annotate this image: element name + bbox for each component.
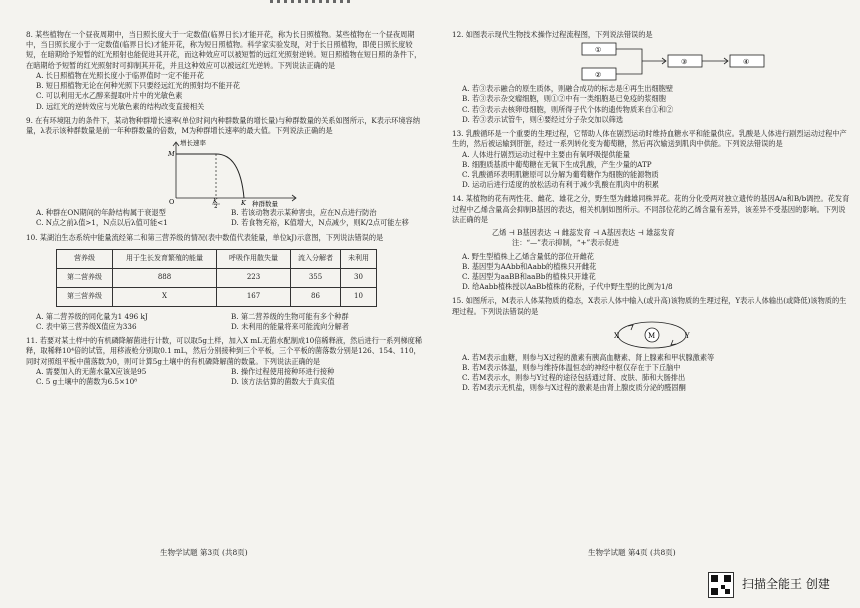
question-stem: 11. 若要对某土样中的有机磷降解菌进行计数，可以取5g土样，加入X mL无菌水配制成10倍稀释液，然后进行一系列梯度稀释，取稀释10⁴倍的试管，用移液枪分别取0.1 mL，然后分别接种到三个平板，三个平板的菌落数分别是126、154、110，同时对照组平板中菌落数为0，则可计算5g土壤中的有机磷降解菌的数量。下列说法正确的是 (26, 336, 423, 366)
option-d: D. 未利用的能量将来可能流向分解者 (231, 321, 349, 331)
question-8 (26, 30, 426, 112)
scanner-badge: 扫描全能王 创建 (742, 577, 830, 591)
table-cell: 86 (291, 287, 341, 306)
option-a: A. 需要加入的无菌水量X应该是95 (36, 366, 147, 376)
question-stem: 9. 在有环境阻力的条件下，某动物种群增长速率(单位时间内种群数量的增长量)与种群数量的关系如图所示，K表示环境容纳量，λ表示该种群数量是前一年种群数量的倍数，M为种群增长速率的最大值。下列说法正确的是 (26, 115, 420, 135)
table-row (57, 287, 377, 306)
option-b: B. 操作过程使用接种环进行接种 (231, 366, 335, 376)
table-header: 未利用 (341, 249, 377, 268)
y-label: Y (685, 331, 690, 340)
option-d: D. 运动后进行适度的放松活动有利于减少乳酸在肌肉中的积累 (462, 180, 659, 190)
option-c: C. 可以利用无水乙醇来提取叶片中的光敏色素 (36, 91, 183, 101)
table-cell: 第二营养级 (57, 268, 113, 287)
y-axis-label: 增长速率 (180, 139, 206, 148)
question-12 (452, 30, 852, 125)
left-column (26, 30, 426, 391)
option-d: D. 远红光的逆转效应与光敏色素的结构改变直接相关 (36, 101, 205, 111)
diagram-note: 注：“—”表示抑制，“+”表示促进 (512, 238, 619, 248)
option-a: A. 种群在ON期间的年龄结构属于衰退型 (36, 208, 166, 218)
option-d: D. 若食物充裕，K值增大，N点减少，则K/2点可能左移 (231, 218, 409, 228)
node-1: ① (595, 46, 602, 55)
table-cell: 888 (113, 268, 217, 287)
question-13 (452, 129, 852, 190)
table-cell: 223 (217, 268, 291, 287)
option-b: B. 细胞质基质中葡萄糖在无氧下生成乳酸，产生少量的ATP (462, 159, 652, 169)
question-11 (26, 336, 426, 387)
qr-code-icon (708, 572, 734, 598)
option-c: C. N点之前λ值>1，N点以后λ值可能<1 (36, 218, 168, 228)
x-label: X (614, 331, 619, 340)
question-stem: 14. 某植物的花有两性花、雌花、雄花之分，野生型为雌雄同株异花。花的分化受两对独立遗传的基因A/a和B/b调控。花发育过程中乙烯含量高会抑制B基因的表达，相关机制如图所示。不同部位花的乙烯含量有差异，该差异不受基因的影响。下列说法正确的是 (452, 194, 850, 224)
page-footer-left: 生物学试题 第3页 (共8页) (160, 548, 248, 557)
regulation-chain: 乙烯 ⊣ B基因表达 ⊣ 雌蕊发育 ⊣ A基因表达 ⊣ 雄蕊发育 (492, 228, 675, 238)
page-footer-right: 生物学试题 第4页 (共8页) (588, 548, 676, 557)
table-cell: 355 (291, 268, 341, 287)
origin-label: O (169, 198, 175, 207)
option-b: B. 第二营养级的生物可能有多个种群 (231, 311, 349, 321)
k-label: K (241, 199, 246, 208)
option-a: A. 若③表示融合的原生质体，则融合成功的标志是④再生出细胞壁 (462, 84, 674, 94)
option-b: B. 短日照植物无论在何种光照下只要经远红光的照射均不能开花 (36, 81, 240, 91)
option-d: D. 给Aabb植株授以AaBb植株的花粉，子代中野生型的比例为1/8 (462, 282, 673, 292)
question-9 (26, 116, 426, 229)
m-label: M (648, 331, 656, 340)
option-a: A. 长日照植物在光照长度小于临界值时一定不能开花 (36, 70, 204, 80)
option-c: C. 乳酸循环表明肌糖原可以分解为葡萄糖作为细胞的能源物质 (462, 169, 659, 179)
option-b: B. 若M表示体温，则参与维持体温恒态的神经中枢仅存在于下丘脑中 (462, 363, 681, 373)
table-cell: X (113, 287, 217, 306)
x-axis-label: 种群数量 (252, 200, 278, 209)
option-c: C. 基因型为aaBB和aaBb的植株只开雄花 (462, 271, 596, 281)
option-c: C. 若③表示去核卵母细胞，则所得子代个体的遗传物质来自①和② (462, 104, 674, 114)
question-stem: 15. 如图所示，M表示人体某物质的稳态，X表示人体中输入(或升高)该物质的生理过程，Y表示人体输出(或降低)该物质的生理过程。下列说法错误的是 (452, 296, 847, 316)
table-cell: 10 (341, 287, 377, 306)
node-3: ③ (681, 58, 688, 67)
question-stem: 12. 如图表示现代生物技术操作过程流程图，下列说法错误的是 (452, 30, 653, 39)
option-c: C. 表中第三营养级X值应为336 (36, 321, 137, 331)
m-label: M (168, 150, 175, 159)
right-column (452, 30, 852, 398)
option-a: A. 野生型植株上乙烯含量低的部位开雌花 (462, 251, 594, 261)
question-stem: 10. 某湖泊生态系统中能量流经第二和第三营养级的情况(表中数值代表能量，单位kJ)示意图，下列说法错误的是 (26, 232, 384, 242)
energy-table (56, 249, 377, 307)
question-10 (26, 233, 426, 332)
option-a: A. 人体进行剧烈运动过程中主要由有氧呼吸提供能量 (462, 149, 630, 159)
header-marks (270, 0, 410, 6)
question-stem: 8. 某些植物在一个昼夜周期中，当日照长度大于一定数值(临界日长)才能开花，称为长日照植物。某些植物在一个昼夜周期中，当日照长度小于一定数值(临界日长)才能开花，称为短日照植物。科学家实验发现，对于长日照植物，即使日照长度较短，在暗期给予短暂的红光照射也能促进其开花，而这种效应可以被短暂的远红光照射逆转。短日照植物在短日照的条件下，在暗期给予短暂的红光照射时可抑制其开花，并且这种效应可以被远红光逆转。下列说法正确的是 (26, 30, 422, 70)
option-d: D. 若M表示无机盐，则参与X过程的激素是由肾上腺皮质分泌的醛固酮 (462, 383, 686, 393)
table-header: 用于生长发育繁殖的能量 (113, 249, 217, 268)
table-header-row (57, 249, 377, 268)
table-header: 呼吸作用散失量 (217, 249, 291, 268)
node-4: ④ (743, 58, 750, 67)
table-cell: 30 (341, 268, 377, 287)
option-b: B. 若该动物表示某种害虫，应在N点进行防治 (231, 208, 377, 218)
flow-diagram (562, 40, 822, 84)
table-header: 流入分解者 (291, 249, 341, 268)
question-14 (452, 194, 852, 292)
option-b: B. 基因型为AAbb和Aabb的植株只开雌花 (462, 261, 597, 271)
option-d: D. 该方法估算的菌数大于真实值 (231, 376, 335, 386)
homeostasis-diagram (592, 317, 712, 353)
option-a: A. 第二营养级的同化量为1 496 kJ (36, 311, 148, 321)
option-c: C. 若M表示水，则参与Y过程的途径包括通过肾、皮肤、肺和大肠排出 (462, 373, 686, 383)
question-stem: 13. 乳酸循环是一个重要的生理过程，它帮助人体在剧烈运动时维持血糖水平和能量供应。乳酸是人体进行剧烈运动过程中产生的，然后被运输到肝脏，经过一系列转化变为葡萄糖，然后再次输送到肌肉中供能。下列说法错误的是 (452, 129, 847, 149)
growth-rate-graph (136, 136, 336, 208)
option-c: C. 5 g土壤中的菌数为6.5×10⁸ (36, 376, 138, 386)
question-15 (452, 296, 852, 393)
k-half-num: K (213, 198, 218, 206)
table-cell: 第三营养级 (57, 287, 113, 306)
option-a: A. 若M表示血糖，则参与X过程的激素有胰高血糖素、肾上腺素和甲状腺激素等 (462, 352, 715, 362)
node-2: ② (595, 71, 602, 80)
option-b: B. 若③表示杂交瘤细胞，则①②中有一类细胞是已免疫的浆细胞 (462, 94, 666, 104)
table-row (57, 268, 377, 287)
k-half-den: 2 (214, 204, 218, 209)
option-d: D. 若③表示试管牛，则④要经过分子杂交加以筛选 (462, 114, 624, 124)
table-cell: 167 (217, 287, 291, 306)
table-header: 营养级 (57, 249, 113, 268)
